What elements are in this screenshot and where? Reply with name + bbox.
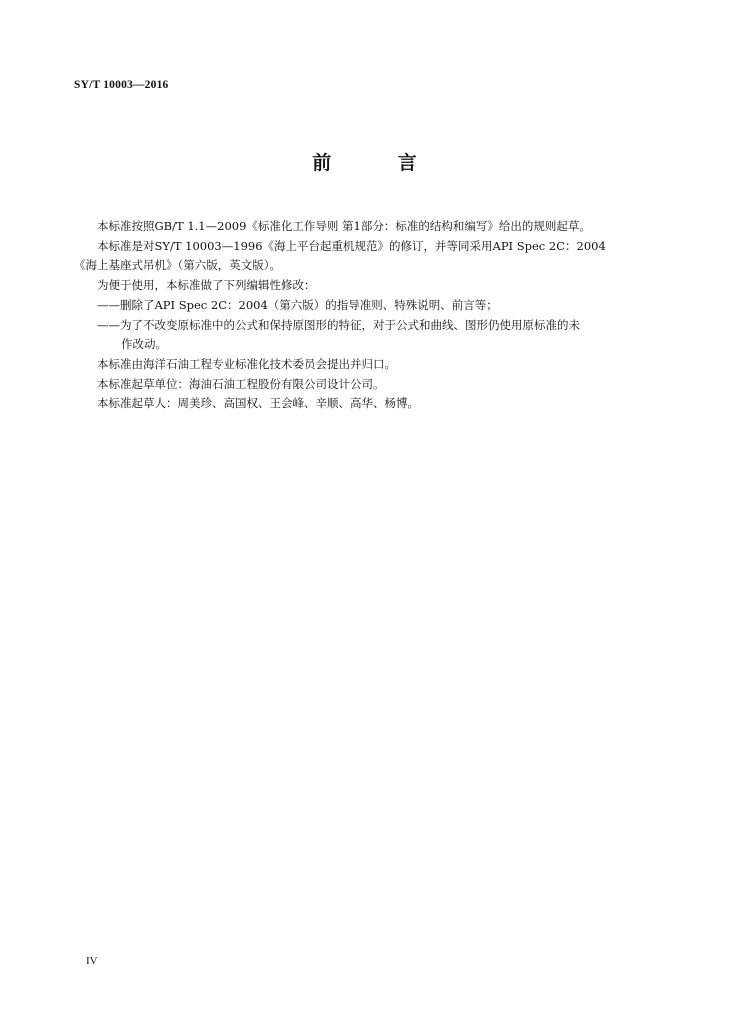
paragraph-revision-continued: 《海上基座式吊机》（第六版，英文版）。 [74, 258, 281, 273]
list-item-deleted: ——删除了API Spec 2C：2004（第六版）的指导准则、特殊说明、前言等； [97, 297, 498, 312]
paragraph-editorial-changes: 为便于使用，本标准做了下列编辑性修改： [97, 278, 316, 293]
foreword-body [74, 217, 658, 414]
page-number: IV [86, 955, 98, 967]
paragraph-drafting-unit: 本标准起草单位：海油石油工程股份有限公司设计公司。 [97, 376, 385, 391]
list-item-formulas-continued: 作改动。 [121, 337, 167, 352]
paragraph-drafters: 本标准起草人：周美珍、高国权、王会峰、辛顺、高华、杨博。 [97, 396, 419, 411]
paragraph-drafting-rules: 本标准按照GB/T 1.1—2009《标准化工作导则 第1部分：标准的结构和编写》给出的规则起草。 [97, 219, 591, 233]
list-item-formulas: ——为了不改变原标准中的公式和保持原图形的特征，对于公式和曲线、图形仍使用原标准的未 [97, 317, 580, 332]
page-title: 前 言 [312, 152, 447, 174]
standard-code-header: SY/T 10003—2016 [74, 79, 169, 91]
paragraph-revision: 本标准是对SY/T 10003—1996《海上平台起重机规范》的修订，并等同采用API Spec 2C：2004 [97, 238, 606, 253]
paragraph-proposed-by: 本标准由海洋石油工程专业标准化技术委员会提出并归口。 [97, 356, 396, 371]
